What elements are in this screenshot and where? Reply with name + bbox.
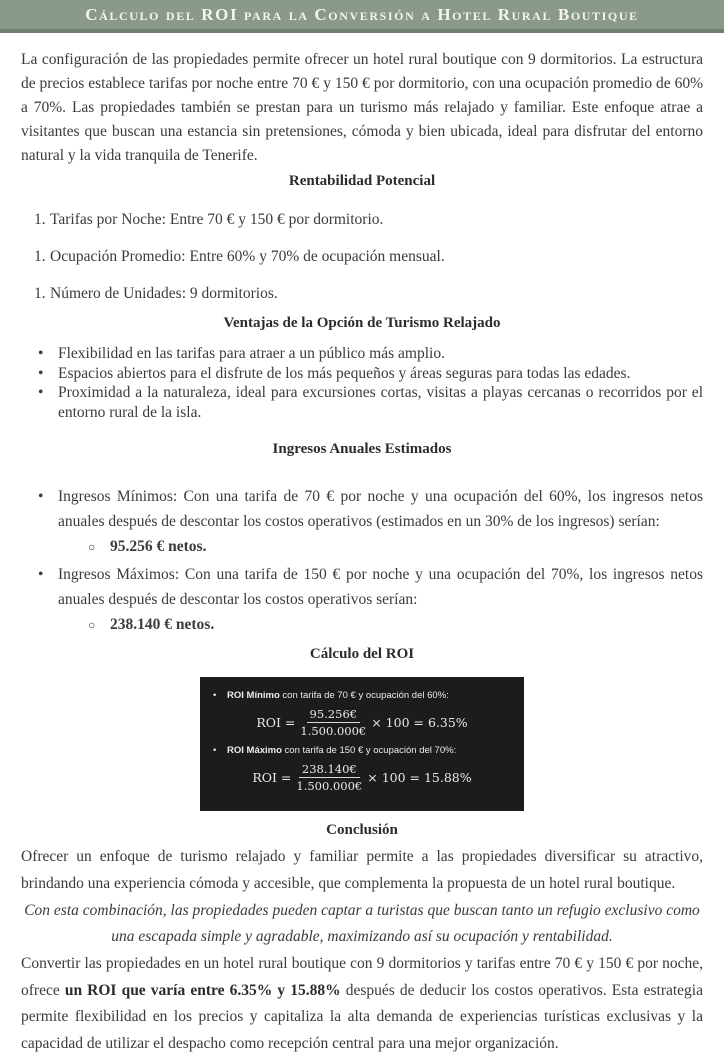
list-item-text: Tarifas por Noche: Entre 70 € y 150 € por dormitorio. <box>50 211 384 228</box>
formula-lhs: ROI = <box>252 770 292 785</box>
bullet-marker: • <box>38 345 44 362</box>
bullet-marker: • <box>38 384 44 401</box>
final-paragraph <box>21 951 703 1057</box>
conclusion-paragraph: Ofrecer un enfoque de turismo relajado y familiar permite a las propiedades diversificar su atractivo, brindando una experiencia cómoda y accesible, que complementa la propuesta de un hotel rural boutique. <box>21 848 703 892</box>
list-item-text: Número de Unidades: 9 dormitorios. <box>50 285 278 302</box>
bullet-marker: • <box>213 745 217 756</box>
fraction-numerator: 95.256€ <box>307 707 361 723</box>
roi-max-formula <box>213 762 511 793</box>
bullet-marker: • <box>38 364 44 382</box>
list-item <box>38 383 703 422</box>
list-item <box>38 562 703 612</box>
income-min-result: 95.256 € netos. <box>110 538 207 555</box>
roi-min-line <box>213 689 511 702</box>
roi-max-rest: con tarifa de 150 € y ocupación del 70%: <box>281 745 457 756</box>
heading-conclusion: Conclusión <box>326 822 398 838</box>
conclusion-italic-note: Con esta combinación, las propiedades pueden captar a turistas que buscan tanto un refugio exclusivo como una escapada simple y agradable, maximizando así su ocupación y rentabilidad. <box>24 902 700 945</box>
number-marker: 1. <box>34 285 46 302</box>
list-item-text: Ingresos Máximos: Con una tarifa de 150 € por noche y una ocupación del 70%, los ingresos netos anuales después de descontar los costos operativos serían: <box>58 566 703 608</box>
roi-max-text <box>227 744 456 757</box>
fraction-denominator: 1.500.000€ <box>300 724 367 738</box>
final-bold-roi-range: un ROI que varía entre 6.35% y 15.88% <box>64 981 341 999</box>
income-max-result: 238.140 € netos. <box>110 616 215 633</box>
roi-calculation-box <box>200 677 524 811</box>
bullet-marker: • <box>38 488 44 505</box>
roi-max-label: ROI Máximo <box>227 745 282 756</box>
list-item <box>38 364 703 384</box>
rentabilidad-list <box>34 208 703 306</box>
ingresos-list <box>21 484 703 637</box>
heading-ingresos-anuales: Ingresos Anuales Estimados <box>272 441 452 457</box>
list-item-text: Ocupación Promedio: Entre 60% y 70% de ocupación mensual. <box>50 248 445 265</box>
intro-paragraph: La configuración de las propiedades permite ofrecer un hotel rural boutique con 9 dormitorios. La estructura de precios establece tarifas por noche entre 70 € y 150 € por dormitorio, con una ocupación promedio de 60% a 70%. Las propiedades también se prestan para un turismo más relajado y familiar. Este enfoque atrae a visitantes que buscan una estancia sin pretensiones, cómoda y bien ubicada, ideal para disfrutar del entorno natural y la vida tranquila de Tenerife. <box>21 51 703 164</box>
list-item <box>34 245 703 269</box>
list-subitem <box>88 613 703 637</box>
circle-marker: ○ <box>88 540 96 554</box>
roi-max-line <box>213 744 511 757</box>
fraction-denominator: 1.500.000€ <box>296 779 363 793</box>
roi-min-text <box>227 689 449 702</box>
final-suffix: después de deducir los costos operativos. Esta estrategia permite flexibilidad en los precios y capitaliza la alta demanda de experiencias turísticas exclusivas y la capacidad de utilizar el despacho como recepción central para una mejor organización. <box>21 981 703 1052</box>
heading-ventajas: Ventajas de la Opción de Turismo Relajado <box>223 315 501 331</box>
formula-fraction <box>296 762 362 793</box>
list-item <box>34 208 703 232</box>
list-item-text: Flexibilidad en las tarifas para atraer a un público más amplio. <box>58 345 445 362</box>
list-item-text: Proximidad a la naturaleza, ideal para excursiones cortas, visitas a playas cercanas o recorridos por el entorno rural de la isla. <box>58 384 703 421</box>
formula-fraction <box>300 707 366 738</box>
ventajas-list <box>21 344 703 422</box>
list-item <box>34 282 703 306</box>
list-subitem <box>88 535 703 559</box>
formula-lhs: ROI = <box>256 715 296 730</box>
document-header <box>0 0 724 33</box>
formula-rhs: × 100 = 6.35% <box>371 715 468 730</box>
list-item-text: Ingresos Mínimos: Con una tarifa de 70 € por noche y una ocupación del 60%, los ingresos netos anuales después de descontar los costos operativos (estimados en un 30% de los ingresos) serían: <box>58 488 703 530</box>
list-item-text: Espacios abiertos para el disfrute de los más pequeños y áreas seguras para todas las edades. <box>58 364 631 382</box>
roi-min-rest: con tarifa de 70 € y ocupación del 60%: <box>279 690 449 701</box>
number-marker: 1. <box>34 248 46 265</box>
page-title: Cálculo del ROI para la Conversión a Hotel Rural Boutique <box>85 4 639 24</box>
heading-calculo-roi: Cálculo del ROI <box>309 646 415 662</box>
fraction-numerator: 238.140€ <box>299 762 360 778</box>
circle-marker: ○ <box>88 618 96 632</box>
document-body <box>0 48 724 1057</box>
formula-rhs: × 100 = 15.88% <box>367 770 472 785</box>
roi-min-label: ROI Mínimo <box>227 690 280 701</box>
list-item <box>38 484 703 534</box>
bullet-marker: • <box>213 690 217 701</box>
heading-rentabilidad-potencial: Rentabilidad Potencial <box>288 173 436 189</box>
number-marker: 1. <box>34 211 46 228</box>
list-item <box>38 344 703 364</box>
bullet-marker: • <box>38 566 44 583</box>
final-prefix: Convertir las propiedades en un hotel rural boutique con 9 dormitorios y tarifas entre 70 € y 150 € por noche, ofrece <box>21 955 703 999</box>
roi-min-formula <box>213 707 511 738</box>
